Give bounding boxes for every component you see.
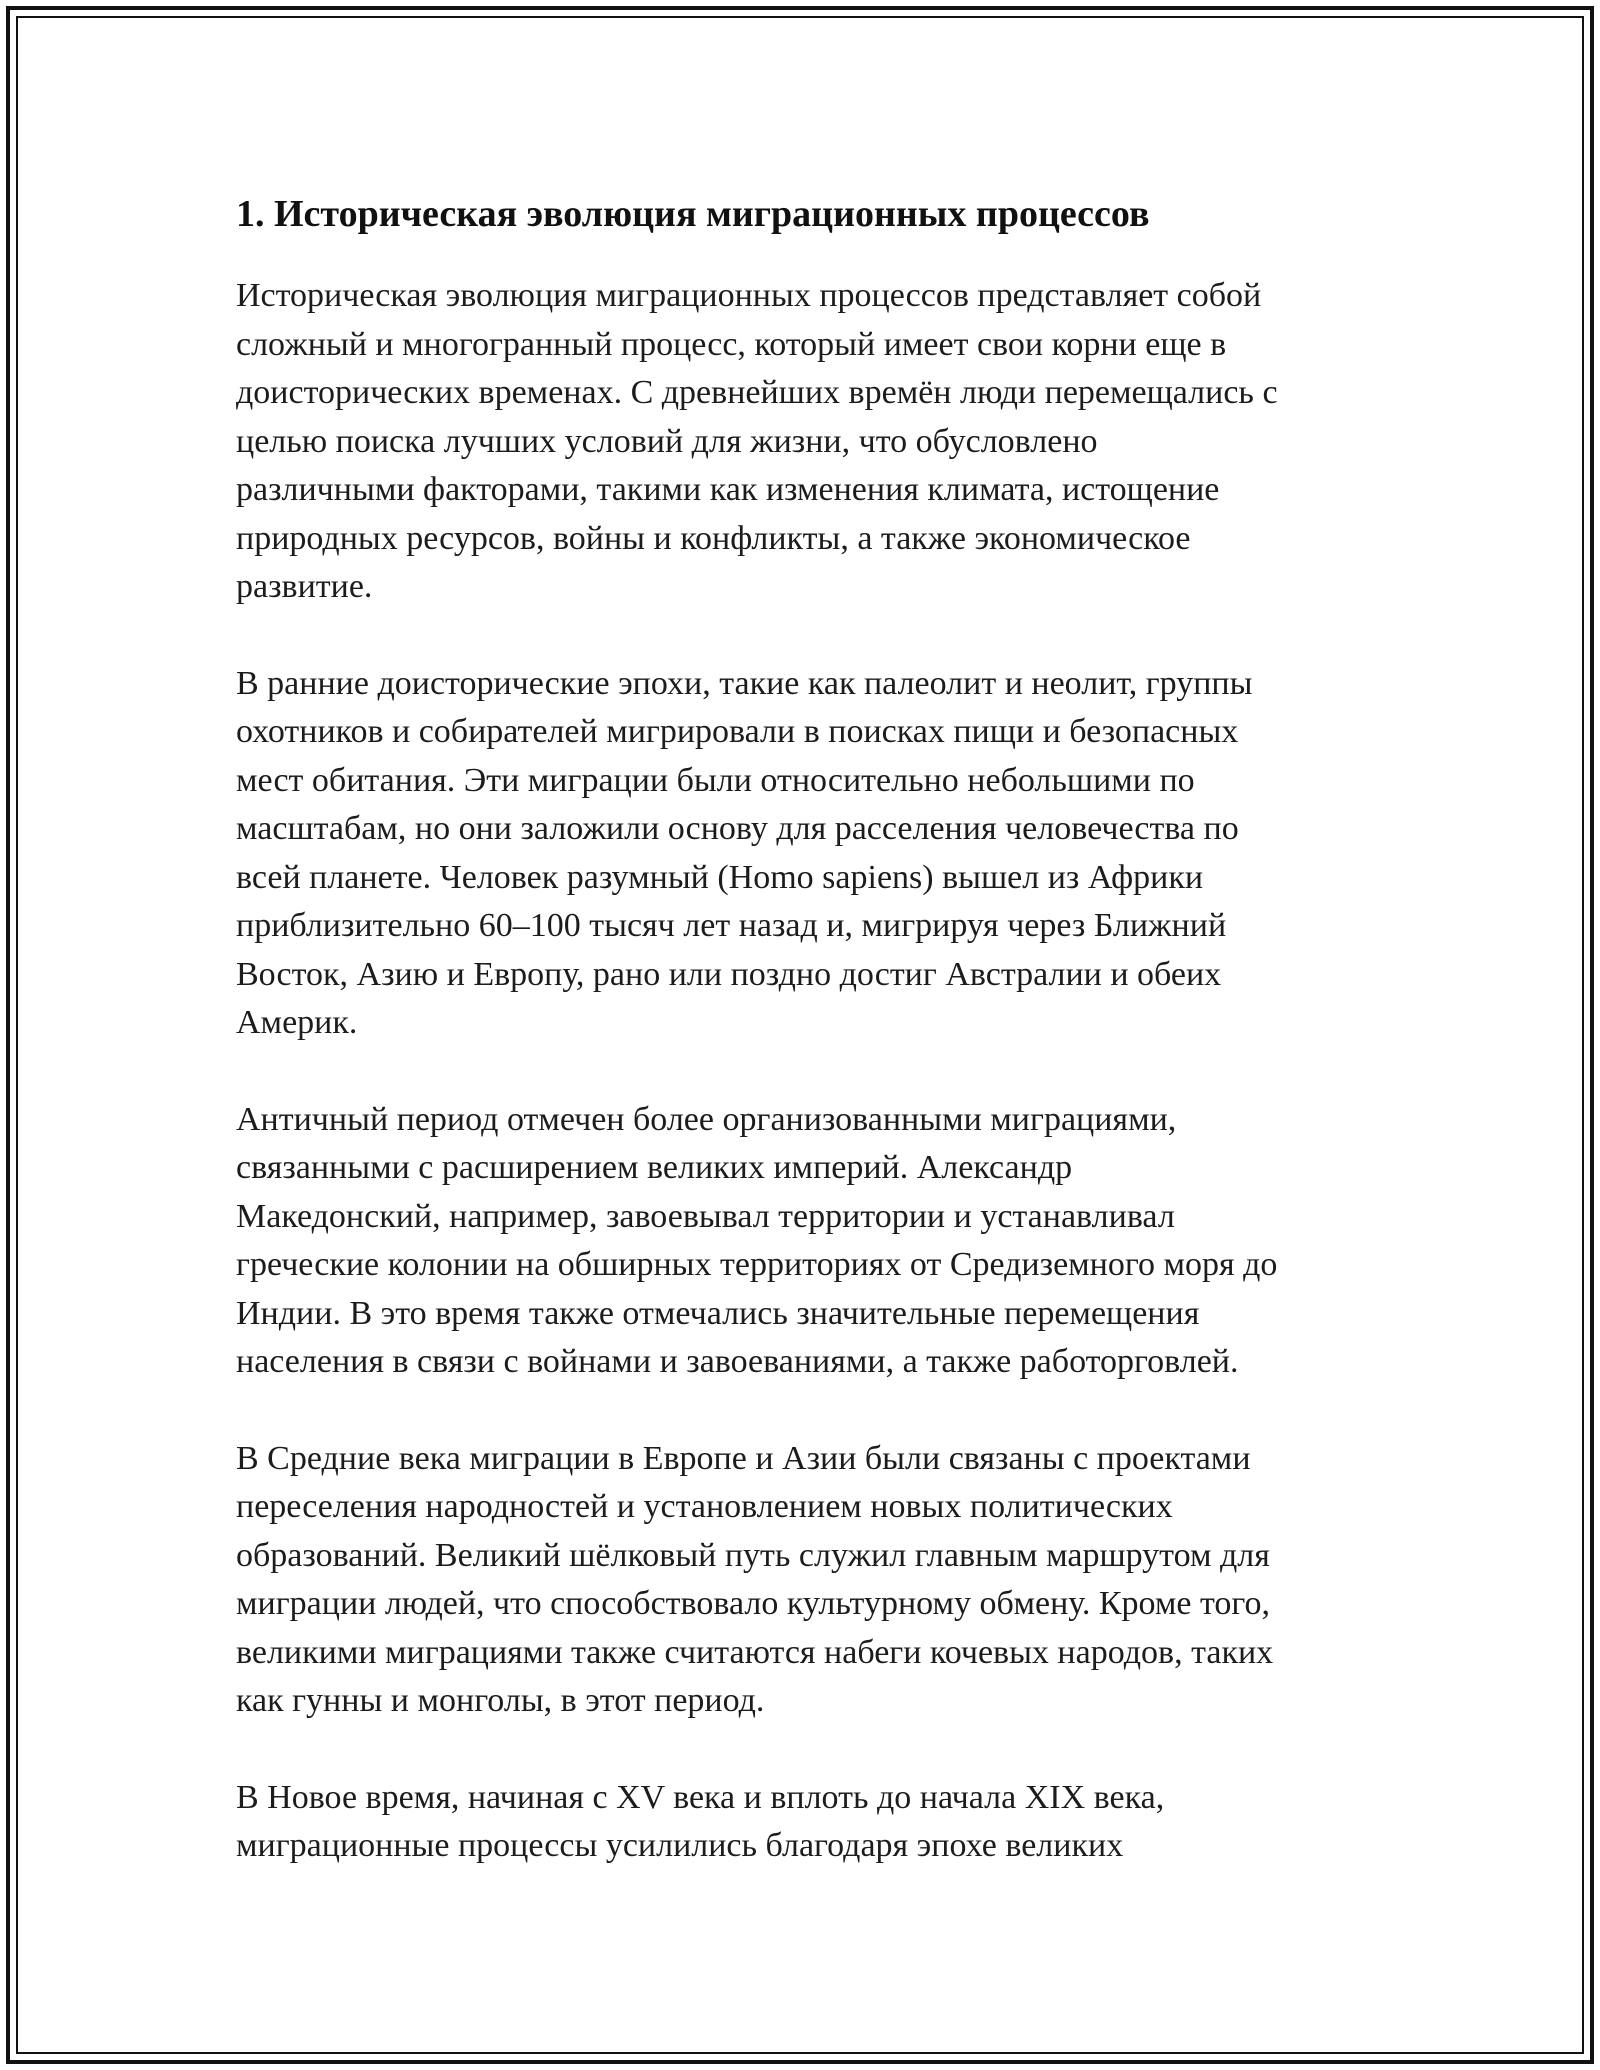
text-line: связанными с расширением великих империй. Александр bbox=[236, 1149, 1073, 1186]
paragraph-3 bbox=[236, 1096, 1376, 1387]
text-line: сложный и многогранный процесс, который имеет свои корни еще в bbox=[236, 325, 1227, 363]
section-heading: 1. Историческая эволюция миграционных процессов bbox=[236, 193, 1150, 235]
text-line: Восток, Азию и Европу, рано или поздно достиг Австралии и обеих bbox=[236, 955, 1222, 993]
text-line: масштабам, но они заложили основу для расселения человечества по bbox=[236, 810, 1239, 847]
paragraph-4 bbox=[236, 1435, 1376, 1726]
text-line: всей планете. Человек разумный (Homo sapiens) вышел из Африки bbox=[236, 858, 1204, 896]
text-line: приблизительно 60–100 тысяч лет назад и, мигрируя через Ближний bbox=[236, 907, 1227, 944]
text-line: греческие колонии на обширных территориях от Средиземного моря до bbox=[236, 1246, 1278, 1283]
text-line: миграционные процессы усилились благодаря эпохе великих bbox=[236, 1827, 1124, 1864]
text-line: природных ресурсов, войны и конфликты, а также экономическое bbox=[236, 519, 1191, 557]
text-line: Америк. bbox=[236, 1004, 358, 1041]
text-line: Индии. В это время также отмечались значительные перемещения bbox=[236, 1294, 1200, 1332]
paragraph-1 bbox=[236, 272, 1376, 612]
text-line: переселения народностей и установлением новых политических bbox=[236, 1488, 1173, 1525]
text-line: различными факторами, такими как изменения климата, истощение bbox=[236, 471, 1220, 508]
text-line: образований. Великий шёлковый путь служил главным маршрутом для bbox=[236, 1536, 1270, 1574]
text-line: Античный период отмечен более организованными миграциями, bbox=[236, 1100, 1177, 1138]
text-line: Историческая эволюция миграционных процессов представляет собой bbox=[236, 277, 1262, 314]
text-line: мест обитания. Эти миграции были относительно небольшими по bbox=[236, 761, 1195, 799]
text-line: Македонский, например, завоевывал территории и устанавливал bbox=[236, 1197, 1175, 1235]
text-line: охотников и собирателей мигрировали в поисках пищи и безопасных bbox=[236, 713, 1239, 750]
paragraph-5 bbox=[236, 1774, 1376, 1871]
text-line: доисторических временах. С древнейших времён люди перемещались с bbox=[236, 374, 1278, 411]
text-line: миграции людей, что способствовало культурному обмену. Кроме того, bbox=[236, 1585, 1271, 1622]
paragraph-2 bbox=[236, 660, 1376, 1048]
text-line: как гунны и монголы, в этот период. bbox=[236, 1682, 765, 1719]
text-line: населения в связи с войнами и завоеваниями, а также работорговлей. bbox=[236, 1343, 1239, 1380]
text-line: В Средние века миграции в Европе и Азии были связаны с проектами bbox=[236, 1439, 1251, 1477]
text-line: В ранние доисторические эпохи, такие как палеолит и неолит, группы bbox=[236, 664, 1253, 702]
text-line: развитие. bbox=[236, 568, 373, 605]
text-line: великими миграциями также считаются набеги кочевых народов, таких bbox=[236, 1633, 1274, 1671]
text-line: В Новое время, начиная с XV века и вплоть до начала XIX века, bbox=[236, 1778, 1165, 1816]
text-line: целью поиска лучших условий для жизни, что обусловлено bbox=[236, 422, 1098, 460]
document-body bbox=[236, 188, 1376, 1919]
